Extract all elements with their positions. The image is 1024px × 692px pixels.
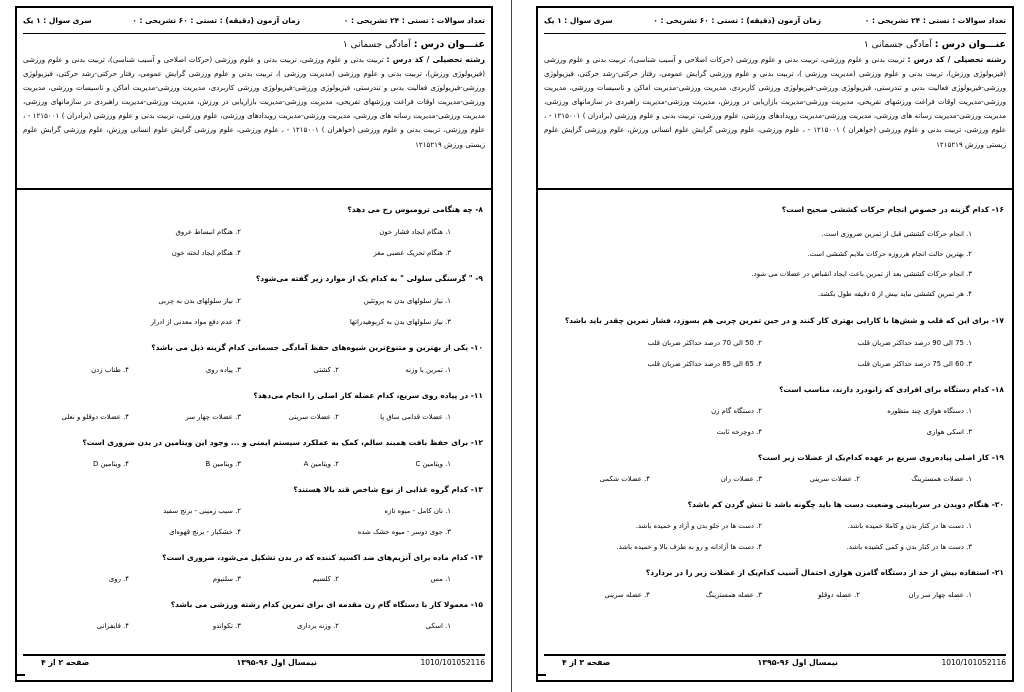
footer-mark: [538, 674, 546, 676]
option-2[interactable]: ۲. وزنه برداری: [297, 622, 339, 630]
option-2[interactable]: ۲. دست ها در جلو بدن و آزاد و خمیده باشد.: [635, 522, 762, 530]
major-label: رشته تحصیلی / کد درس :: [386, 55, 485, 64]
question-text: ۸- چه هنگامی ترومبوس رخ می دهد؟: [347, 205, 483, 214]
option-1[interactable]: ۱. مس: [430, 575, 451, 583]
major-code: [23, 53, 485, 152]
major-code: [544, 53, 1006, 152]
question-text: ۲۱- استفاده بیش از حد از دستگاه گامزن هوازی احتمال آسیب کدام‌یک از عضلات زیر را در بردارد؟: [645, 568, 1004, 577]
option-4[interactable]: ۴. دوچرخه ثابت: [716, 428, 762, 436]
course-title: [544, 39, 1006, 50]
course-title-label: عنـــوان درس :: [413, 39, 485, 50]
major-text: تربیت بدنی و علوم ورزشی، تربیت بدنی و علوم ورزشی (حرکات اصلاحی و آسیب شناسی)، تربیت بدنی و علوم ورزشی (فیزیولوژی ورزش)، تربیت بدنی و علوم ورزشی (مدیریت ورزشی )، تربیت بدنی و علوم ورزشی گرایش عمومی، رفتار حرکتی-رشد حرکتی، فیزیولوژی ورزشی-فیزیولوژی فعالیت بدنی و تندرستی، فیزیولوژی ورزشی-فیزیولوژی ورزشی کاربردی، مدیریت ورزشی-مدیریت اماکن و تاسیسات ورزشی، مدیریت ورزشی-مدیریت اوقات فراغت ورزشهای تفریحی، مدیریت ورزشی-مدیریت بازاریابی در ورزش، مدیریت ورزشی-مدیریت راهبردی در سازمانهای ورزشی، مدیریت ورزشی-مدیریت رسانه های ورزشی، مدیریت ورزشی-مدیریت رویدادهای ورزشی، علوم ورزشی، تربیت بدنی و علوم ورزشی (برادران ) ۱۲۱۵۰۰۱ - ، علوم ورزشی، تربیت بدنی و علوم ورزشی (خواهران ) ۱۲۱۵۰۰۱ - ، علوم ورزشی، علوم ورزشی گرایش علوم انسانی ورزش، علوم ورزشی گرایش علوم زیستی ورزش ۱۲۱۵۲۱۹: [23, 55, 486, 149]
question-text: ۱۹- کار اصلی پیاده‌روی سریع بر عهده کدام‌یک از عضلات زیر است؟: [758, 453, 1004, 462]
option-3[interactable]: ۳. عضله همسترینگ: [705, 591, 762, 599]
exam-page-2: [15, 6, 493, 682]
option-4[interactable]: ۴. دست ها آزادانه و رو به طرف بالا و خمیده باشد.: [616, 543, 762, 551]
option-4[interactable]: ۴. عدم دفع مواد معدنی از ادرار: [150, 318, 241, 326]
option-1[interactable]: ۱. 75 الی 90 درصد حداکثر ضربان قلب: [857, 339, 972, 347]
exam-header: [538, 8, 1012, 190]
option-2[interactable]: ۲. نیاز سلولهای بدن به چربی: [158, 297, 241, 305]
option-4[interactable]: ۴. طناب زدن: [91, 366, 129, 374]
footer-rule: [23, 654, 485, 656]
header-rule: [23, 33, 485, 34]
question-text: ۱۰- یکی از بهترین و متنوع‌ترین شیوه‌های حفظ آمادگی جسمانی کدام گزینه ذیل می باشد؟: [151, 343, 483, 352]
option-2[interactable]: ۲. 50 الی 70 درصد حداکثر ضربان قلب: [647, 339, 762, 347]
option-3[interactable]: ۳. تکواندو: [212, 622, 241, 630]
page-divider: [511, 0, 512, 692]
course-title-value: آمادگی جسمانی ۱: [342, 40, 411, 50]
option-3[interactable]: ۳. ویتامین B: [205, 460, 241, 468]
option-1[interactable]: ۱. دستگاه هوازی چند منظوره: [887, 407, 972, 415]
option-2[interactable]: ۲. کلسیم: [312, 575, 339, 583]
option-3[interactable]: ۳. پیاده روی: [205, 366, 241, 374]
option-4[interactable]: ۴. هر تمرین کششی نباید بیش از ۵ دقیقه طول بکشد.: [817, 290, 972, 298]
option-3[interactable]: ۳. 60 الی 75 درصد حداکثر ضربان قلب: [857, 360, 972, 368]
option-1[interactable]: ۱. اسکی: [425, 622, 451, 630]
question-text: ۱۲- برای حفظ بافت همبند سالم، کمک به عملکرد سیستم ایمنی و ... وجود این ویتامین در بدن ضروری است؟: [82, 438, 483, 447]
option-2[interactable]: ۲. ویتامین A: [303, 460, 339, 468]
option-4[interactable]: ۴. فایفرانی: [96, 622, 129, 630]
question-text: ۱۸- کدام دستگاه برای افرادی که زانودرد دارند، مناسب است؟: [779, 385, 1004, 394]
page-number: صفحه ۲ از ۴: [41, 658, 90, 667]
option-3[interactable]: ۳. جوی دوسر - میوه خشک شده: [357, 528, 451, 536]
option-3[interactable]: ۳. سلنیوم: [212, 575, 241, 583]
option-3[interactable]: ۳. عضلات چهار سر: [185, 413, 241, 421]
question-count: تعداد سوالات : تستی : ۲۴ تشریحی : ۰: [864, 16, 1006, 25]
question-count: تعداد سوالات : تستی : ۲۴ تشریحی : ۰: [343, 16, 485, 25]
option-1[interactable]: ۱. تمرین با وزنه: [405, 366, 451, 374]
question-text: ۱۳- کدام گروه غذایی از نوع شاخص قند بالا هستند؟: [293, 485, 483, 494]
exam-header: [17, 8, 491, 190]
exam-code: 1010/101052116: [941, 658, 1006, 667]
option-3[interactable]: ۳. دست ها در کنار بدن و کمی کشیده باشد.: [846, 543, 972, 551]
option-2[interactable]: ۲. عضله دوقلو: [818, 591, 860, 599]
option-3[interactable]: ۳. انجام حرکات کششی بعد از تمرین باعث ایجاد انقباض در عضلات می شود.: [751, 270, 972, 278]
footer-rule: [544, 654, 1006, 656]
option-4[interactable]: ۴. عضله سرینی: [604, 591, 650, 599]
page-footer: [544, 658, 1006, 672]
question-text: ۲۰- هنگام دویدن در سربایینی وضعیت دست ها باید چگونه باشد تا تنش گردن کم باشد؟: [687, 500, 1004, 509]
option-1[interactable]: ۱. عضله چهار سر ران: [908, 591, 972, 599]
question-text: ۱۶- کدام گزینه در خصوص انجام حرکات کششی صحیح است؟: [781, 205, 1004, 214]
exam-term: نیمسال اول ۹۶-۱۳۹۵: [757, 658, 838, 667]
exam-term: نیمسال اول ۹۶-۱۳۹۵: [236, 658, 317, 667]
option-2[interactable]: ۲. عضلات سرینی: [288, 413, 339, 421]
option-2[interactable]: ۲. کشتی: [313, 366, 339, 374]
exam-info-row: [23, 16, 485, 30]
option-1[interactable]: ۱. ویتامین C: [415, 460, 451, 468]
option-4[interactable]: ۴. عضلات شکمی: [599, 475, 650, 483]
option-1[interactable]: ۱. عضلات قدامی ساق پا: [380, 413, 451, 421]
option-3[interactable]: ۳. هنگام تحریک عصبی مغز: [373, 249, 451, 257]
course-title-value: آمادگی جسمانی ۱: [863, 40, 932, 50]
option-4[interactable]: ۴. ویتامین D: [92, 460, 129, 468]
option-1[interactable]: ۱. نیاز سلولهای بدن به پروتئین: [363, 297, 451, 305]
course-title: [23, 39, 485, 50]
question-series: سری سوال : ۱ یک: [544, 16, 613, 25]
question-text: ۱۱- در پیاده روی سریع، کدام عضله کار اصلی را انجام می‌دهد؟: [253, 391, 483, 400]
option-2[interactable]: ۲. سیب زمینی - برنج سفید: [163, 507, 241, 515]
option-3[interactable]: ۳. نیاز سلولهای بدن به کربوهیدراتها: [349, 318, 451, 326]
exam-time: زمان آزمون (دقیقه) : تستی : ۶۰ تشریحی : ۰: [132, 16, 300, 25]
page-number: صفحه ۳ از ۴: [562, 658, 611, 667]
exam-code: 1010/101052116: [420, 658, 485, 667]
exam-info-row: [544, 16, 1006, 30]
option-2[interactable]: ۲. دستگاه گام زن: [711, 407, 762, 415]
major-text: تربیت بدنی و علوم ورزشی، تربیت بدنی و علوم ورزشی (حرکات اصلاحی و آسیب شناسی)، تربیت بدنی و علوم ورزشی (فیزیولوژی ورزش)، تربیت بدنی و علوم ورزشی (مدیریت ورزشی )، تربیت بدنی و علوم ورزشی گرایش عمومی، رفتار حرکتی-رشد حرکتی، فیزیولوژی ورزشی-فیزیولوژی فعالیت بدنی و تندرستی، فیزیولوژی ورزشی-فیزیولوژی ورزشی کاربردی، مدیریت ورزشی-مدیریت اماکن و تاسیسات ورزشی، مدیریت ورزشی-مدیریت اوقات فراغت ورزشهای تفریحی، مدیریت ورزشی-مدیریت بازاریابی در ورزش، مدیریت ورزشی-مدیریت راهبردی در سازمانهای ورزشی، مدیریت ورزشی-مدیریت رسانه های ورزشی، مدیریت ورزشی-مدیریت رویدادهای ورزشی، علوم ورزشی، تربیت بدنی و علوم ورزشی (برادران ) ۱۲۱۵۰۰۱ - ، علوم ورزشی، تربیت بدنی و علوم ورزشی (خواهران ) ۱۲۱۵۰۰۱ - ، علوم ورزشی، علوم ورزشی گرایش علوم انسانی ورزش، علوم ورزشی گرایش علوم زیستی ورزش ۱۲۱۵۲۱۹: [544, 55, 1007, 149]
course-title-label: عنـــوان درس :: [934, 39, 1006, 50]
option-2[interactable]: ۲. عضلات سرینی: [809, 475, 860, 483]
question-text: ۱۵- معمولا کار با دستگاه گام زن مقدمه ای برای تمرین کدام رشته ورزشی می باشد؟: [170, 600, 483, 609]
question-text: ۱۷- برای این که قلب و شش‌ها با کارایی بهتری کار کنند و در حین تمرین چربی هم بسوزد، فشار تمرین چقدر باید باشد؟: [564, 316, 1004, 325]
option-3[interactable]: ۳. عضلات ران: [720, 475, 762, 483]
option-4[interactable]: ۴. 65 الی 85 درصد حداکثر ضربان قلب: [647, 360, 762, 368]
option-4[interactable]: ۴. خشکبار - برنج قهوه‌ای: [169, 528, 241, 536]
option-2[interactable]: ۲. بهترین حالت انجام هرروزه حرکات ملایم کششی است.: [807, 250, 972, 258]
option-1[interactable]: ۱. نان کامل - میوه تازه: [384, 507, 451, 515]
question-text: ۹- " گرسنگی سلولی " به کدام یک از موارد زیر گفته می‌شود؟: [255, 274, 483, 283]
option-4[interactable]: ۴. روی: [108, 575, 129, 583]
footer-mark: [17, 674, 25, 676]
header-rule: [544, 33, 1006, 34]
question-series: سری سوال : ۱ یک: [23, 16, 92, 25]
exam-page-3: [536, 6, 1014, 682]
option-4[interactable]: ۴. عضلات دوقلو و نعلی: [61, 413, 129, 421]
option-1[interactable]: ۱. عضلات همسترینگ: [911, 475, 972, 483]
option-1[interactable]: ۱. انجام حرکات کششی قبل از تمرین ضروری است.: [821, 230, 972, 238]
option-3[interactable]: ۳. اسکی هوازی: [926, 428, 972, 436]
option-4[interactable]: ۴. هنگام ایجاد لخته خون: [171, 249, 241, 257]
option-2[interactable]: ۲. هنگام انبساط عروق: [175, 228, 241, 236]
page-footer: [23, 658, 485, 672]
question-text: ۱۴- کدام ماده برای آنزیم‌های ضد اکسید کننده که در بدن تشکیل می‌شود، ضروری است؟: [162, 553, 483, 562]
major-label: رشته تحصیلی / کد درس :: [907, 55, 1006, 64]
option-1[interactable]: ۱. هنگام ایجاد فشار خون: [379, 228, 451, 236]
option-1[interactable]: ۱. دست ها در کنار بدن و کاملا خمیده باشد.: [847, 522, 972, 530]
exam-time: زمان آزمون (دقیقه) : تستی : ۶۰ تشریحی : ۰: [653, 16, 821, 25]
